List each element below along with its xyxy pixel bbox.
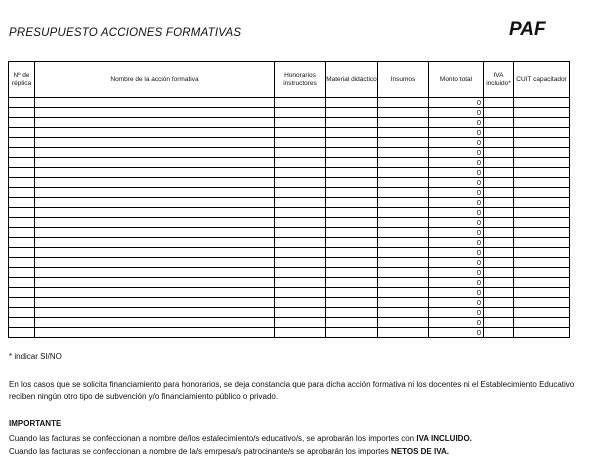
monto-total-cell[interactable]: 0 bbox=[429, 318, 484, 328]
replica-cell[interactable] bbox=[9, 128, 35, 138]
table-row bbox=[9, 318, 570, 328]
cuit-cell[interactable] bbox=[514, 208, 570, 218]
iva-cell[interactable] bbox=[484, 238, 514, 248]
form-code: PAF bbox=[509, 19, 546, 40]
nombre-cell[interactable] bbox=[35, 198, 275, 208]
honorarios-cell[interactable] bbox=[275, 128, 326, 138]
insumos-cell[interactable] bbox=[378, 268, 429, 278]
insumos-cell[interactable] bbox=[378, 128, 429, 138]
nombre-cell[interactable] bbox=[35, 98, 275, 108]
col-header-monto: Monto total bbox=[429, 62, 484, 98]
cuit-cell[interactable] bbox=[514, 258, 570, 268]
replica-cell[interactable] bbox=[9, 158, 35, 168]
important-line-1-text: Cuando las facturas se confeccionan a nombre de/los estalecimiento/s educativo/s, se aprobarán los importes con bbox=[9, 434, 417, 443]
col-header-material: Material didáctico bbox=[326, 62, 378, 98]
nombre-cell[interactable] bbox=[35, 108, 275, 118]
insumos-cell[interactable] bbox=[378, 118, 429, 128]
honorarios-note: En los casos que se solicita financiamiento para honorarios, se deja constancia que para dicha acción formativa ni los docentes ni el Establecimiento Educativo reciben ningún otro tipo de subvención y/o financiamiento público o privado. bbox=[9, 380, 575, 401]
monto-total-cell[interactable]: 0 bbox=[429, 158, 484, 168]
table-row bbox=[9, 188, 570, 198]
nombre-cell[interactable] bbox=[35, 138, 275, 148]
replica-cell[interactable] bbox=[9, 98, 35, 108]
replica-cell[interactable] bbox=[9, 278, 35, 288]
table-row bbox=[9, 308, 570, 318]
honorarios-cell[interactable] bbox=[275, 258, 326, 268]
iva-cell[interactable] bbox=[484, 138, 514, 148]
cuit-cell[interactable] bbox=[514, 298, 570, 308]
cuit-cell[interactable] bbox=[514, 308, 570, 318]
replica-cell[interactable] bbox=[9, 138, 35, 148]
replica-cell[interactable] bbox=[9, 258, 35, 268]
nombre-cell[interactable] bbox=[35, 288, 275, 298]
nombre-cell[interactable] bbox=[35, 228, 275, 238]
monto-total-cell[interactable]: 0 bbox=[429, 308, 484, 318]
insumos-cell[interactable] bbox=[378, 238, 429, 248]
nombre-cell[interactable] bbox=[35, 248, 275, 258]
material-cell[interactable] bbox=[326, 328, 378, 338]
material-cell[interactable] bbox=[326, 238, 378, 248]
table-row bbox=[9, 228, 570, 238]
nombre-cell[interactable] bbox=[35, 298, 275, 308]
table-row bbox=[9, 198, 570, 208]
table-row bbox=[9, 218, 570, 228]
material-cell[interactable] bbox=[326, 198, 378, 208]
iva-cell[interactable] bbox=[484, 218, 514, 228]
honorarios-cell[interactable] bbox=[275, 228, 326, 238]
replica-cell[interactable] bbox=[9, 118, 35, 128]
table-row bbox=[9, 278, 570, 288]
insumos-cell[interactable] bbox=[378, 308, 429, 318]
cuit-cell[interactable] bbox=[514, 98, 570, 108]
table-row bbox=[9, 298, 570, 308]
honorarios-cell[interactable] bbox=[275, 138, 326, 148]
iva-cell[interactable] bbox=[484, 198, 514, 208]
cuit-cell[interactable] bbox=[514, 168, 570, 178]
cuit-cell[interactable] bbox=[514, 328, 570, 338]
table-row bbox=[9, 208, 570, 218]
table-row bbox=[9, 268, 570, 278]
honorarios-cell[interactable] bbox=[275, 318, 326, 328]
monto-total-cell[interactable]: 0 bbox=[429, 268, 484, 278]
table-row bbox=[9, 98, 570, 108]
nombre-cell[interactable] bbox=[35, 258, 275, 268]
cuit-cell[interactable] bbox=[514, 118, 570, 128]
replica-cell[interactable] bbox=[9, 228, 35, 238]
honorarios-cell[interactable] bbox=[275, 198, 326, 208]
honorarios-cell[interactable] bbox=[275, 268, 326, 278]
monto-total-cell[interactable]: 0 bbox=[429, 118, 484, 128]
col-header-cuit: CUIT capacitador bbox=[514, 62, 570, 98]
honorarios-cell[interactable] bbox=[275, 208, 326, 218]
table-row bbox=[9, 288, 570, 298]
iva-cell[interactable] bbox=[484, 298, 514, 308]
insumos-cell[interactable] bbox=[378, 198, 429, 208]
monto-total-cell[interactable]: 0 bbox=[429, 168, 484, 178]
cuit-cell[interactable] bbox=[514, 198, 570, 208]
material-cell[interactable] bbox=[326, 98, 378, 108]
material-cell[interactable] bbox=[326, 158, 378, 168]
material-cell[interactable] bbox=[326, 128, 378, 138]
replica-cell[interactable] bbox=[9, 328, 35, 338]
material-cell[interactable] bbox=[326, 208, 378, 218]
material-cell[interactable] bbox=[326, 288, 378, 298]
table-row bbox=[9, 118, 570, 128]
nombre-cell[interactable] bbox=[35, 178, 275, 188]
nombre-cell[interactable] bbox=[35, 158, 275, 168]
nombre-cell[interactable] bbox=[35, 208, 275, 218]
honorarios-cell[interactable] bbox=[275, 118, 326, 128]
replica-cell[interactable] bbox=[9, 248, 35, 258]
replica-cell[interactable] bbox=[9, 178, 35, 188]
important-line-1-bold: IVA INCLUIDO. bbox=[416, 434, 472, 443]
iva-cell[interactable] bbox=[484, 318, 514, 328]
material-cell[interactable] bbox=[326, 268, 378, 278]
monto-total-cell[interactable]: 0 bbox=[429, 148, 484, 158]
honorarios-cell[interactable] bbox=[275, 328, 326, 338]
cuit-cell[interactable] bbox=[514, 218, 570, 228]
cuit-cell[interactable] bbox=[514, 148, 570, 158]
replica-cell[interactable] bbox=[9, 148, 35, 158]
material-cell[interactable] bbox=[326, 178, 378, 188]
honorarios-cell[interactable] bbox=[275, 248, 326, 258]
insumos-cell[interactable] bbox=[378, 288, 429, 298]
insumos-cell[interactable] bbox=[378, 218, 429, 228]
monto-total-cell[interactable]: 0 bbox=[429, 188, 484, 198]
replica-cell[interactable] bbox=[9, 208, 35, 218]
cuit-cell[interactable] bbox=[514, 128, 570, 138]
insumos-cell[interactable] bbox=[378, 108, 429, 118]
insumos-cell[interactable] bbox=[378, 328, 429, 338]
cuit-cell[interactable] bbox=[514, 288, 570, 298]
replica-cell[interactable] bbox=[9, 218, 35, 228]
table-row bbox=[9, 138, 570, 148]
table-row bbox=[9, 168, 570, 178]
cuit-cell[interactable] bbox=[514, 278, 570, 288]
insumos-cell[interactable] bbox=[378, 98, 429, 108]
cuit-cell[interactable] bbox=[514, 248, 570, 258]
cuit-cell[interactable] bbox=[514, 138, 570, 148]
budget-table bbox=[8, 61, 570, 338]
insumos-cell[interactable] bbox=[378, 138, 429, 148]
iva-cell[interactable] bbox=[484, 328, 514, 338]
iva-cell[interactable] bbox=[484, 128, 514, 138]
nombre-cell[interactable] bbox=[35, 318, 275, 328]
monto-total-cell[interactable]: 0 bbox=[429, 138, 484, 148]
iva-cell[interactable] bbox=[484, 228, 514, 238]
nombre-cell[interactable] bbox=[35, 278, 275, 288]
monto-total-cell[interactable]: 0 bbox=[429, 278, 484, 288]
monto-total-cell[interactable]: 0 bbox=[429, 218, 484, 228]
monto-total-cell[interactable]: 0 bbox=[429, 288, 484, 298]
iva-cell[interactable] bbox=[484, 168, 514, 178]
table-row bbox=[9, 238, 570, 248]
monto-total-cell[interactable]: 0 bbox=[429, 128, 484, 138]
replica-cell[interactable] bbox=[9, 288, 35, 298]
footnote: * indicar SI/NO bbox=[9, 352, 62, 361]
monto-total-cell[interactable]: 0 bbox=[429, 208, 484, 218]
nombre-cell[interactable] bbox=[35, 148, 275, 158]
important-line-1 bbox=[9, 434, 472, 443]
honorarios-cell[interactable] bbox=[275, 308, 326, 318]
iva-cell[interactable] bbox=[484, 278, 514, 288]
important-line-2-text: Cuando las facturas se confeccionan a nombre de la/s emrpesa/s patrocinante/s se aprobarán los importes bbox=[9, 447, 391, 456]
monto-total-cell[interactable]: 0 bbox=[429, 328, 484, 338]
iva-cell[interactable] bbox=[484, 178, 514, 188]
replica-cell[interactable] bbox=[9, 268, 35, 278]
nombre-cell[interactable] bbox=[35, 118, 275, 128]
monto-total-cell[interactable]: 0 bbox=[429, 178, 484, 188]
material-cell[interactable] bbox=[326, 108, 378, 118]
replica-cell[interactable] bbox=[9, 298, 35, 308]
iva-cell[interactable] bbox=[484, 148, 514, 158]
monto-total-cell[interactable]: 0 bbox=[429, 258, 484, 268]
insumos-cell[interactable] bbox=[378, 318, 429, 328]
insumos-cell[interactable] bbox=[378, 158, 429, 168]
replica-cell[interactable] bbox=[9, 198, 35, 208]
monto-total-cell[interactable]: 0 bbox=[429, 238, 484, 248]
monto-total-cell[interactable]: 0 bbox=[429, 108, 484, 118]
iva-cell[interactable] bbox=[484, 248, 514, 258]
nombre-cell[interactable] bbox=[35, 328, 275, 338]
table-row bbox=[9, 328, 570, 338]
table-row bbox=[9, 178, 570, 188]
nombre-cell[interactable] bbox=[35, 168, 275, 178]
col-header-honorarios: Honorarios instructores bbox=[275, 62, 326, 98]
honorarios-cell[interactable] bbox=[275, 238, 326, 248]
iva-cell[interactable] bbox=[484, 188, 514, 198]
insumos-cell[interactable] bbox=[378, 278, 429, 288]
honorarios-cell[interactable] bbox=[275, 288, 326, 298]
honorarios-cell[interactable] bbox=[275, 108, 326, 118]
col-header-replica: Nº de réplica bbox=[9, 62, 35, 98]
insumos-cell[interactable] bbox=[378, 298, 429, 308]
table-row bbox=[9, 258, 570, 268]
honorarios-cell[interactable] bbox=[275, 188, 326, 198]
cuit-cell[interactable] bbox=[514, 108, 570, 118]
col-header-iva: IVA incluido* bbox=[484, 62, 514, 98]
form-title: PRESUPUESTO ACCIONES FORMATIVAS bbox=[9, 27, 242, 39]
cuit-cell[interactable] bbox=[514, 228, 570, 238]
iva-cell[interactable] bbox=[484, 258, 514, 268]
nombre-cell[interactable] bbox=[35, 188, 275, 198]
insumos-cell[interactable] bbox=[378, 188, 429, 198]
replica-cell[interactable] bbox=[9, 318, 35, 328]
iva-cell[interactable] bbox=[484, 158, 514, 168]
material-cell[interactable] bbox=[326, 138, 378, 148]
material-cell[interactable] bbox=[326, 188, 378, 198]
iva-cell[interactable] bbox=[484, 268, 514, 278]
monto-total-cell[interactable]: 0 bbox=[429, 298, 484, 308]
insumos-cell[interactable] bbox=[378, 228, 429, 238]
material-cell[interactable] bbox=[326, 298, 378, 308]
iva-cell[interactable] bbox=[484, 98, 514, 108]
honorarios-cell[interactable] bbox=[275, 168, 326, 178]
material-cell[interactable] bbox=[326, 258, 378, 268]
cuit-cell[interactable] bbox=[514, 318, 570, 328]
material-cell[interactable] bbox=[326, 308, 378, 318]
honorarios-cell[interactable] bbox=[275, 298, 326, 308]
iva-cell[interactable] bbox=[484, 208, 514, 218]
table-header-row bbox=[9, 62, 570, 98]
material-cell[interactable] bbox=[326, 278, 378, 288]
honorarios-cell[interactable] bbox=[275, 98, 326, 108]
important-title: IMPORTANTE bbox=[9, 419, 62, 428]
iva-cell[interactable] bbox=[484, 288, 514, 298]
material-cell[interactable] bbox=[326, 228, 378, 238]
insumos-cell[interactable] bbox=[378, 248, 429, 258]
insumos-cell[interactable] bbox=[378, 258, 429, 268]
iva-cell[interactable] bbox=[484, 118, 514, 128]
replica-cell[interactable] bbox=[9, 108, 35, 118]
material-cell[interactable] bbox=[326, 248, 378, 258]
honorarios-cell[interactable] bbox=[275, 148, 326, 158]
nombre-cell[interactable] bbox=[35, 268, 275, 278]
iva-cell[interactable] bbox=[484, 108, 514, 118]
material-cell[interactable] bbox=[326, 148, 378, 158]
insumos-cell[interactable] bbox=[378, 208, 429, 218]
table-row bbox=[9, 248, 570, 258]
honorarios-cell[interactable] bbox=[275, 278, 326, 288]
insumos-cell[interactable] bbox=[378, 168, 429, 178]
insumos-cell[interactable] bbox=[378, 148, 429, 158]
nombre-cell[interactable] bbox=[35, 128, 275, 138]
iva-cell[interactable] bbox=[484, 308, 514, 318]
table-row bbox=[9, 158, 570, 168]
material-cell[interactable] bbox=[326, 118, 378, 128]
replica-cell[interactable] bbox=[9, 238, 35, 248]
table-row bbox=[9, 108, 570, 118]
col-header-nombre: Nombre de la acción formativa bbox=[35, 62, 275, 98]
honorarios-cell[interactable] bbox=[275, 158, 326, 168]
material-cell[interactable] bbox=[326, 218, 378, 228]
cuit-cell[interactable] bbox=[514, 178, 570, 188]
cuit-cell[interactable] bbox=[514, 268, 570, 278]
important-line-2 bbox=[9, 447, 449, 456]
table-row bbox=[9, 148, 570, 158]
nombre-cell[interactable] bbox=[35, 218, 275, 228]
monto-total-cell[interactable]: 0 bbox=[429, 248, 484, 258]
monto-total-cell[interactable]: 0 bbox=[429, 98, 484, 108]
replica-cell[interactable] bbox=[9, 188, 35, 198]
col-header-insumos: Insumos bbox=[378, 62, 429, 98]
replica-cell[interactable] bbox=[9, 308, 35, 318]
monto-total-cell[interactable]: 0 bbox=[429, 228, 484, 238]
nombre-cell[interactable] bbox=[35, 308, 275, 318]
material-cell[interactable] bbox=[326, 318, 378, 328]
cuit-cell[interactable] bbox=[514, 238, 570, 248]
cuit-cell[interactable] bbox=[514, 188, 570, 198]
cuit-cell[interactable] bbox=[514, 158, 570, 168]
insumos-cell[interactable] bbox=[378, 178, 429, 188]
nombre-cell[interactable] bbox=[35, 238, 275, 248]
honorarios-cell[interactable] bbox=[275, 218, 326, 228]
monto-total-cell[interactable]: 0 bbox=[429, 198, 484, 208]
material-cell[interactable] bbox=[326, 168, 378, 178]
replica-cell[interactable] bbox=[9, 168, 35, 178]
table-row bbox=[9, 128, 570, 138]
important-line-2-bold: NETOS DE IVA. bbox=[391, 447, 449, 456]
honorarios-cell[interactable] bbox=[275, 178, 326, 188]
